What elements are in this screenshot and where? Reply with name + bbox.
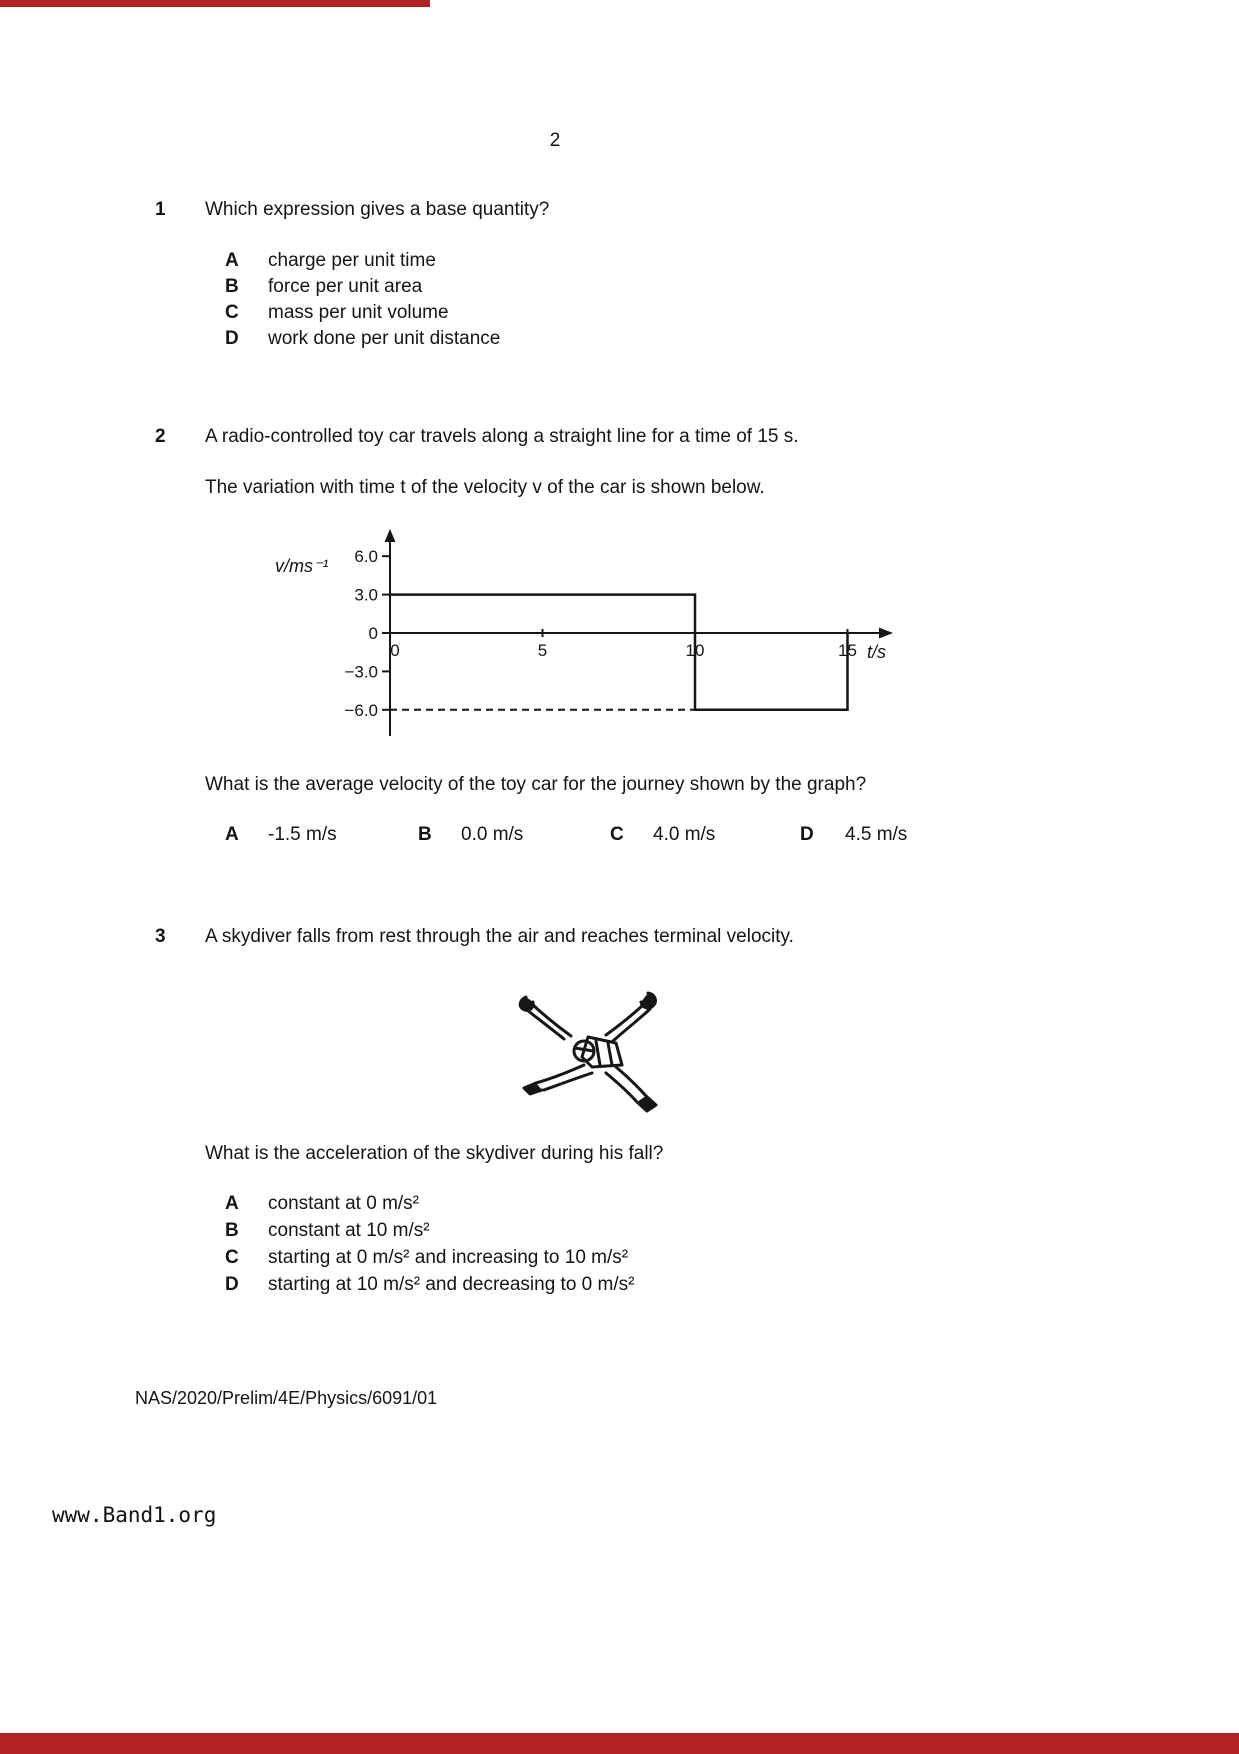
question-1-text: Which expression gives a base quantity?: [205, 199, 550, 220]
svg-text:−6.0: −6.0: [344, 700, 378, 720]
question-2-text: A radio-controlled toy car travels along a straight line for a time of 15 s.: [205, 426, 799, 447]
option-row-b: [225, 1217, 1125, 1244]
svg-text:3.0: 3.0: [354, 585, 378, 605]
question-2-subtext: [155, 477, 1115, 499]
question-3-text: A skydiver falls from rest through the air and reaches terminal velocity.: [205, 926, 794, 947]
question-3: [155, 926, 1115, 948]
question-2-text-2: The variation with time t of the velocity v of the car is shown below.: [205, 477, 765, 498]
option-letter: A: [225, 250, 239, 271]
option-text: charge per unit time: [268, 250, 436, 271]
question-3-prompt: [155, 1143, 1115, 1165]
option-text: mass per unit volume: [268, 302, 449, 323]
svg-text:0: 0: [390, 641, 400, 660]
question-2-question: What is the average velocity of the toy car for the journey shown by the graph?: [205, 774, 867, 795]
question-2-options: [0, 824, 1239, 850]
svg-text:0: 0: [368, 624, 378, 643]
option-letter: D: [225, 1274, 239, 1295]
option-row-d: [225, 326, 1125, 352]
option-row-a: [225, 248, 1125, 274]
skydiver-illustration: [500, 985, 680, 1125]
watermark-url: www.Band1.org: [52, 1503, 217, 1527]
question-2-prompt: [155, 774, 1115, 796]
option-letter: A: [225, 1193, 239, 1214]
option-row-b: [225, 274, 1125, 300]
question-2: [155, 426, 1115, 448]
option-letter: C: [225, 1247, 239, 1268]
option-letter: D: [800, 824, 814, 845]
option-text: starting at 0 m/s² and increasing to 10 m/s²: [268, 1247, 629, 1268]
option-text: force per unit area: [268, 276, 423, 297]
question-1-options: [225, 248, 1125, 352]
svg-text:10: 10: [685, 641, 705, 660]
question-1: [155, 199, 1115, 221]
question-3-number: 3: [155, 926, 166, 947]
option-text: work done per unit distance: [268, 328, 501, 349]
paper-code: NAS/2020/Prelim/4E/Physics/6091/01: [135, 1388, 438, 1408]
question-2-number: 2: [155, 426, 166, 447]
svg-text:v/ms⁻¹: v/ms⁻¹: [275, 556, 329, 576]
velocity-time-graph: [270, 528, 910, 753]
option-letter: C: [610, 824, 624, 845]
option-letter: D: [225, 328, 239, 349]
velocity-time-graph-svg: [270, 528, 910, 753]
top-red-bar: [0, 0, 430, 7]
option-text: constant at 10 m/s²: [268, 1220, 430, 1241]
option-letter: B: [418, 824, 432, 845]
option-letter: B: [225, 276, 239, 297]
option-letter: B: [225, 1220, 239, 1241]
question-3-question: What is the acceleration of the skydiver during his fall?: [205, 1143, 664, 1164]
bottom-red-bar: [0, 1733, 1239, 1754]
option-letter: C: [225, 302, 239, 323]
option-text: constant at 0 m/s²: [268, 1193, 420, 1214]
question-1-number: 1: [155, 199, 166, 220]
option-text: 0.0 m/s: [461, 824, 524, 845]
option-letter: A: [225, 824, 239, 845]
svg-text:6.0: 6.0: [354, 547, 378, 567]
svg-text:5: 5: [537, 641, 548, 660]
question-3-options: [225, 1190, 1125, 1298]
option-row-c: [225, 1244, 1125, 1271]
option-row-a: [225, 1190, 1125, 1217]
option-text: 4.0 m/s: [653, 824, 716, 845]
option-row-d: [225, 1271, 1125, 1298]
svg-text:15: 15: [838, 641, 857, 660]
option-row-c: [225, 300, 1125, 326]
page-number: 2: [549, 130, 561, 151]
svg-text:t/s: t/s: [867, 642, 887, 662]
skydiver-illustration-svg: [500, 985, 680, 1125]
option-text: 4.5 m/s: [845, 824, 908, 845]
option-text: starting at 10 m/s² and decreasing to 0 m/s²: [268, 1274, 635, 1295]
option-text: -1.5 m/s: [268, 824, 337, 845]
svg-text:−3.0: −3.0: [344, 662, 378, 682]
